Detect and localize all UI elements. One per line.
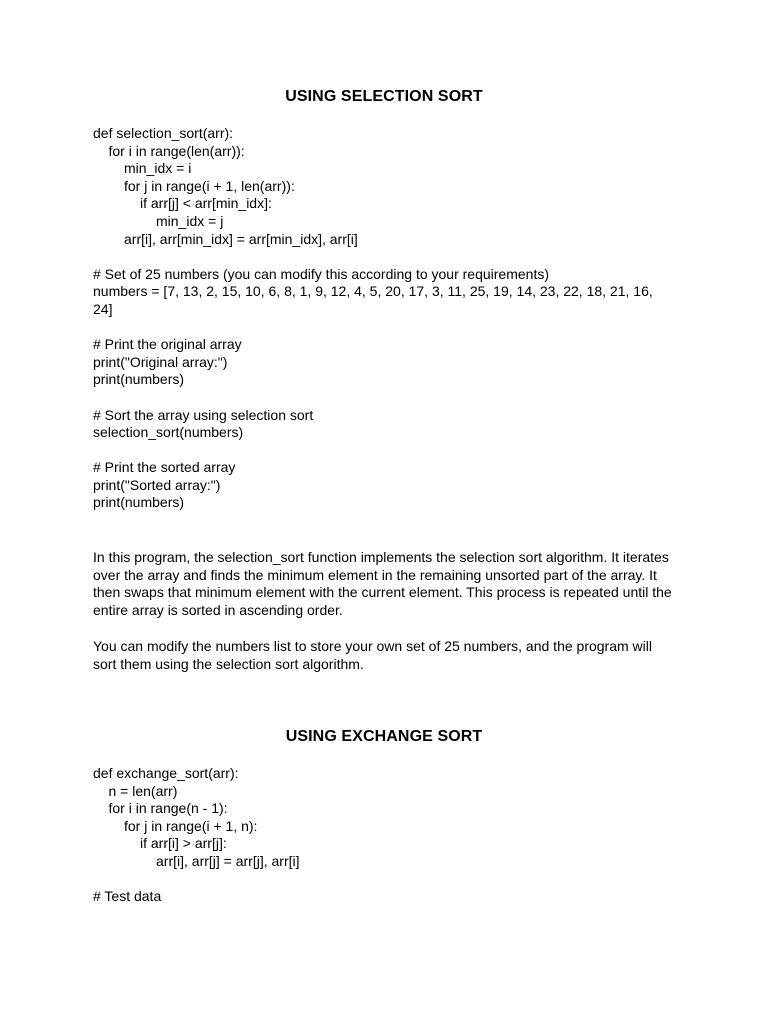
code-line: for j in range(i + 1, len(arr)): (124, 177, 295, 194)
code-line: def selection_sort(arr): (93, 125, 234, 141)
selection-sort-heading: USING SELECTION SORT (285, 88, 483, 105)
explanation-paragraph: In this program, the selection_sort function implements the selection sort algorithm. It iterates over the array and finds the minimum element in the remaining unsorted part of the array. It then swaps that minimum element with the current element. This process is repeated until the entire array is sorted in ascending order. (93, 549, 672, 618)
code-line: print("Sorted array:") (93, 476, 221, 493)
selection-sort-section-heading-wrap (93, 87, 675, 107)
code-line: for i in range(n - 1): (108, 800, 228, 817)
code-line: for i in range(len(arr)): (108, 142, 245, 159)
code-line: print("Original array:") (93, 353, 228, 370)
selection-sort-note (93, 638, 675, 673)
exchange-sort-heading: USING EXCHANGE SORT (285, 728, 483, 745)
blank-line (93, 389, 675, 407)
selection-sort-code-block (93, 125, 675, 512)
code-line: n = len(arr) (108, 782, 178, 799)
code-line: selection_sort(numbers) (93, 424, 244, 441)
blank-line (93, 248, 675, 266)
code-line: arr[i], arr[min_idx] = arr[min_idx], arr[i] (124, 230, 358, 247)
selection-sort-explanation (93, 549, 675, 619)
code-comment: # Sort the array using selection sort (93, 406, 314, 423)
code-line: min_idx = j (156, 212, 224, 229)
code-comment: # Test data (93, 888, 162, 905)
blank-line (93, 442, 675, 460)
code-line: print(numbers) (93, 494, 185, 511)
code-comment: # Print the sorted array (93, 459, 236, 476)
code-line: for j in range(i + 1, n): (124, 817, 258, 834)
code-comment: # Set of 25 numbers (you can modify this according to your requirements) (93, 265, 549, 282)
code-comment: # Print the original array (93, 336, 242, 353)
blank-line (93, 871, 675, 889)
code-line: numbers = [7, 13, 2, 15, 10, 6, 8, 1, 9, 12, 4, 5, 20, 17, 3, 11, 25, 19, 14, 23, 22, 18, 21, 16, (93, 283, 653, 300)
code-line: def exchange_sort(arr): (93, 765, 239, 781)
code-line: 24] (93, 300, 113, 317)
code-line: if arr[j] < arr[min_idx]: (140, 195, 272, 212)
code-line: print(numbers) (93, 371, 185, 388)
code-line: min_idx = i (124, 160, 192, 177)
exchange-sort-code-block (93, 765, 675, 906)
exchange-sort-section-heading-wrap (93, 727, 675, 747)
code-line: if arr[i] > arr[j]: (140, 835, 227, 852)
blank-line (93, 319, 675, 337)
explanation-paragraph: You can modify the numbers list to store your own set of 25 numbers, and the program will sort them using the selection sort algorithm. (93, 638, 652, 672)
code-line: arr[i], arr[j] = arr[j], arr[i] (156, 852, 300, 869)
